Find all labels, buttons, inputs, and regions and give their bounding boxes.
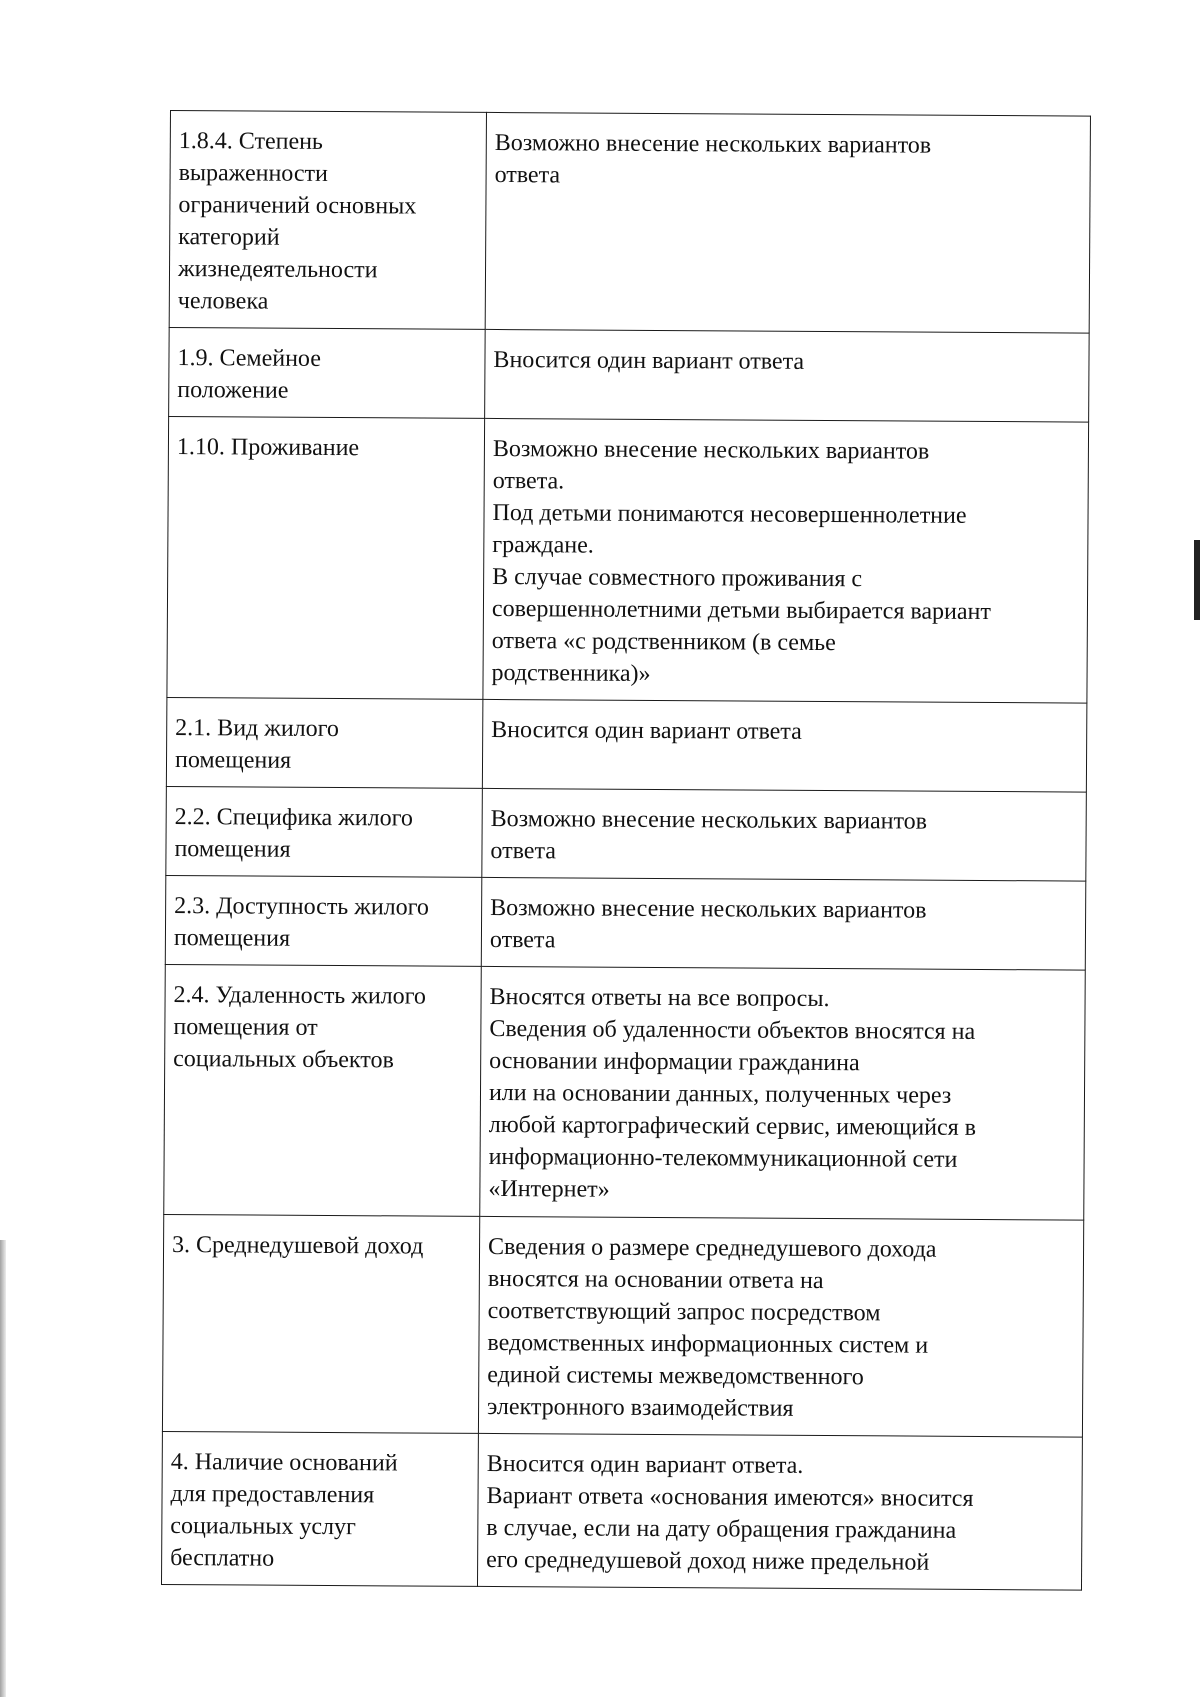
instruction-cell: Вносится один вариант ответа [482,699,1087,792]
table-row [161,1431,1082,1590]
instruction-cell: Вносятся ответы на все вопросы. Сведения об удаленности объектов вносятся на основании информации гражданина или на основании данных, полученных через любой картографический сервис, имеющийся в информационно-телекоммуникационной сети «Интернет» [480,966,1086,1220]
field-cell: 2.1. Вид жилого помещения [166,697,483,788]
field-cell: 4. Наличие оснований для предоставления социальных услуг бесплатно [161,1431,478,1586]
field-cell: 2.2. Специфика жилого помещения [166,786,483,877]
instruction-cell: Вносится один вариант ответа [485,329,1090,422]
table-row [162,1214,1083,1437]
table-row [166,786,1087,881]
scan-edge-mark [1194,540,1200,620]
table-row [169,111,1090,334]
field-cell: 2.4. Удаленность жилого помещения от социальных объектов [164,964,482,1216]
instruction-cell: Возможно внесение нескольких вариантов ответа [485,112,1090,333]
instruction-cell: Возможно внесение нескольких вариантов ответа [482,788,1087,881]
table-row [165,875,1086,970]
table-row [169,327,1090,422]
instructions-table [161,110,1091,1591]
field-cell: 1.9. Семейное положение [169,327,486,418]
table-row [167,416,1089,703]
scan-shadow [0,1240,6,1697]
instruction-cell: Сведения о размере среднедушевого дохода вносятся на основании ответа на соответствующий запрос посредством ведомственных информационных систем и единой системы межведомственного электронного взаимодействия [478,1216,1083,1437]
field-cell: 3. Среднедушевой доход [162,1214,479,1433]
field-cell: 1.8.4. Степень выраженности ограничений основных категорий жизнедеятельности человека [169,111,486,330]
table-row [164,964,1086,1220]
field-cell: 2.3. Доступность жилого помещения [165,875,482,966]
field-cell: 1.10. Проживание [167,416,485,699]
instruction-cell: Возможно внесение нескольких вариантов ответа [481,877,1086,970]
table-row [166,697,1087,792]
instruction-cell: Возможно внесение нескольких вариантов ответа. Под детьми понимаются несовершеннолетние граждане. В случае совместного проживания с совершеннолетними детьми выбирается вариант ответа «с родственником (в семье родственника)» [483,418,1089,703]
instruction-cell: Вносится один вариант ответа. Вариант ответа «основания имеются» вносится в случае, если на дату обращения гражданина его среднедушевой доход ниже предельной [477,1433,1082,1590]
